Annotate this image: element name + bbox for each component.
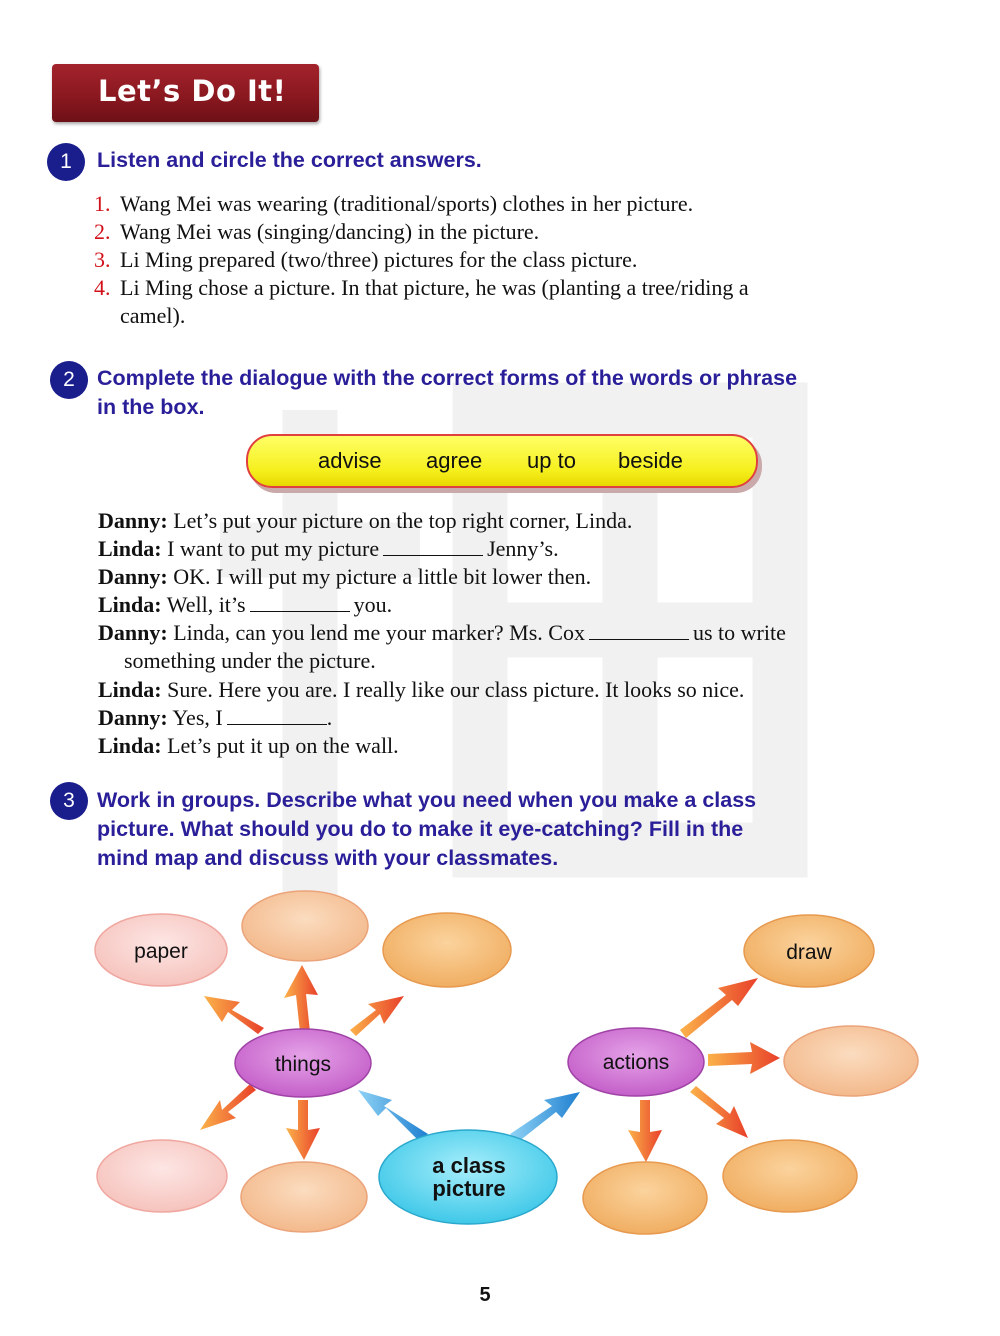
- exercise-3-number: 3: [50, 782, 88, 820]
- answer-blank[interactable]: [227, 706, 327, 725]
- exercise-3-instruction: Work in groups. Describe what you need when you make a class picture. What should you do to make it eye-catching? Fill in the mind map and discuss with your classmates.: [97, 788, 757, 870]
- answer-blank[interactable]: [250, 593, 350, 612]
- mind-map-blank-node[interactable]: [383, 913, 511, 987]
- dialogue-line: Danny: Yes, I .: [98, 705, 333, 730]
- mind-map: [0, 880, 1000, 1260]
- mind-map-center-line1: a class: [432, 1153, 506, 1178]
- exercise-1-item: 4. Li Ming chose a picture. In that picture, he was (planting a tree/riding a camel).: [94, 275, 749, 328]
- exercise-1-item: 1. Wang Mei was wearing (traditional/sports) clothes in her picture.: [94, 191, 694, 216]
- dialogue-line: Linda: Let’s put it up on the wall.: [98, 733, 399, 758]
- word-box-word: agree: [426, 448, 483, 473]
- answer-blank[interactable]: [383, 537, 483, 556]
- mind-map-blank-node[interactable]: [97, 1140, 227, 1212]
- mind-map-label-draw: draw: [786, 941, 832, 964]
- exercise-1-item: 2. Wang Mei was (singing/dancing) in the picture.: [94, 219, 540, 244]
- dialogue-line: Danny: Let’s put your picture on the top right corner, Linda.: [98, 508, 633, 533]
- dialogue-line: Linda: I want to put my picture Jenny’s.: [98, 536, 559, 561]
- answer-blank[interactable]: [589, 621, 689, 640]
- dialogue-line: Linda: Well, it’s you.: [98, 592, 393, 617]
- mind-map-blank-node[interactable]: [242, 891, 368, 961]
- banner-title: Let’s Do It!: [98, 74, 287, 108]
- mind-map-blank-node[interactable]: [723, 1140, 857, 1212]
- mind-map-label-actions: actions: [602, 1051, 670, 1074]
- mind-map-center-line2: picture: [432, 1176, 506, 1201]
- dialogue-line: Danny: OK. I will put my picture a little bit lower then.: [98, 564, 592, 589]
- mind-map-label-things: things: [274, 1053, 332, 1076]
- mind-map-label-paper: paper: [134, 940, 188, 963]
- mind-map-blank-node[interactable]: [583, 1162, 707, 1234]
- dialogue-line: Linda: Sure. Here you are. I really like our class picture. It looks so nice.: [98, 677, 745, 702]
- exercise-1-instruction: Listen and circle the correct answers.: [97, 148, 482, 172]
- word-box-word: beside: [618, 448, 683, 473]
- dialogue-line: Danny: Linda, can you lend me your marker? Ms. Cox us to write something under the picture.: [98, 620, 786, 673]
- mind-map-blank-node[interactable]: [241, 1162, 367, 1232]
- exercise-1-number: 1: [47, 143, 85, 181]
- section-banner: [52, 64, 319, 122]
- word-box: [246, 434, 758, 488]
- exercise-2-number: 2: [50, 361, 88, 399]
- mind-map-blank-node[interactable]: [784, 1026, 918, 1096]
- word-box-word: up to: [527, 448, 576, 473]
- page-number: 5: [479, 1284, 491, 1306]
- exercise-1-item: 3. Li Ming prepared (two/three) pictures for the class picture.: [94, 247, 638, 272]
- exercise-2-instruction: Complete the dialogue with the correct forms of the words or phrase in the box.: [97, 366, 798, 419]
- word-box-word: advise: [318, 448, 382, 473]
